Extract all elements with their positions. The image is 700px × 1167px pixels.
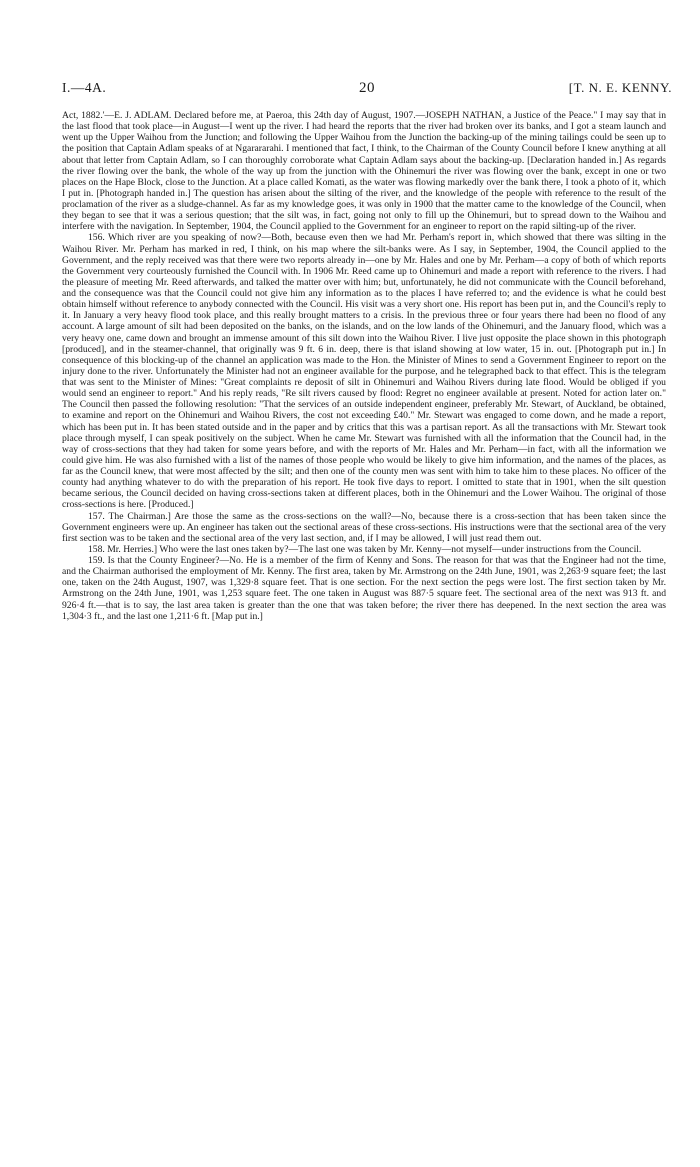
paragraph-158: 158. Mr. Herries.] Who were the last ones taken by?—The last one was taken by Mr. Kenny—not myself—under instructions from the Council. [88,543,642,555]
body-text [62,110,666,622]
paragraph-157: 157. The Chairman.] Are those the same as the cross-sections on the wall?—No, because there is a cross-section that has been taken since the Government engineers were up. An engineer has taken out the sectional areas of these cross-sections. His instructions were that the sectional area of the very first section was to be taken and the sectional area of the very last section, and, if I may be allowed, I will just read them out. [62,510,666,544]
paragraph-156: 156. Which river are you speaking of now?—Both, because even then we had Mr. Perham's report in, which showed that there was silting in the Waihou River. Mr. Perham has marked in red, I think, on his map where the silt-banks were. As I say, in September, 1904, the Council applied to the Government, and the reply received was that there were two reports already in—one by Mr. Hales and one by Mr. Perham—a copy of both of which reports the Government very courteously furnished the Council with. In 1906 Mr. Reed came up to Ohinemuri and made a report with reference to the rivers. I had the pleasure of meeting Mr. Reed afterwards, and talked the matter over with him; but, unfortunately, he did not communicate with the Council beforehand, and the consequence was that the Council could not give him any information as to the places I have referred to; and the evidence is what he could best obtain himself without reference to anybody connected with the Council. His visit was a very short one. His report has been put in, and the Council's reply to it. In January a very heavy flood took place, and this really brought matters to a crisis. In the previous three or four years there had been no flood of any account. A large amount of silt had been deposited on the banks, on the islands, and on the low lands of the Ohinemuri, and the January flood, which was a very heavy one, came down and brought an immense amount of this silt down into the Waihou River. I live just opposite the place shown in this photograph [produced], and in the steamer-channel, that originally was 9 ft. 6 in. deep, there is that island showing at low water, 15 in. out. [Photograph put in.] In consequence of this blocking-up of the channel an application was made to the Hon. the Minister of Mines to send a Government Engineer to report on the injury done to the river. Unfortunately the Minister had not an engineer available for the purpose, and he telegraphed back to that effect. This is the telegram that was sent to the Minister of Mines: "Great complaints re deposit of silt in Ohinemuri and Waihou Rivers during late flood. Would be obliged if you would send an engineer to report." And his reply reads, "Re silt rivers caused by flood: Regret no engineer available at present. Noted for action later on." The Council then passed the following resolution: "That the services of an outside independent engineer, preferably Mr. Stewart, of Auckland, be obtained, to examine and report on the Ohinemuri and Waihou Rivers, the cost not exceeding £40." Mr. Stewart was engaged to come down, and he made a report, which has been put in. It has been stated outside and in the paper and by critics that this was a partisan report. As all the transactions with Mr. Stewart took place through myself, I can speak positively on the subject. When he came Mr. Stewart was furnished with all the information that the Council had, in the way of cross-sections that they had taken for some years before, and with the reports of Mr. Hales and Mr. Perham—in fact, with all the information we could give him. He was also furnished with a list of the names of those people who would be likely to give him information, and the names of the places, as far as the Council knew, that were most affected by the silt; and then one of the county men was sent with him to take him to these places. No officer of the county had anything whatever to do with the preparation of his report. He took five days to report. I omitted to state that in 1901, when the silt question became serious, the Council decided on having cross-sections taken at different places, both in the Ohinemuri and the Lower Waihou. The original of those cross-sections is here. [Produced.] [62,232,666,511]
witness-name: [T. N. E. KENNY. [568,80,672,95]
page-header [62,80,672,96]
page-number: 20 [359,80,375,96]
paragraph-159: 159. Is that the County Engineer?—No. He is a member of the firm of Kenny and Sons. The reason for that was that the Engineer had not the time, and the Chairman authorised the employment of Mr. Kenny. The first area, taken by Mr. Armstrong on the 24th June, 1901, was 2,263·9 square feet; the last one, taken on the 24th August, 1907, was 1,329·8 square feet. That is one section. For the next section the pegs were lost. The first section taken by Mr. Armstrong on the 24th June, 1901, was 1,253 square feet. The one taken in August was 887·5 square feet. The sectional area of the next was 913 ft. and 926·4 ft.—that is to say, the last area taken is greater than the one that was taken before; the river there has deepened. In the next section the area was 1,304·3 ft., and the last one 1,211·6 ft. [Map put in.] [62,555,666,622]
paragraph-continuation: Act, 1882.'—E. J. ADLAM. Declared before me, at Paeroa, this 24th day of August, 1907.—JOSEPH NATHAN, a Justice of the Peace." I may say that in the last flood that took place—in August—I went up the river. I had heard the reports that the river had broken over its banks, and I got a steam launch and went up the Upper Waihou from the Junction; and following the Upper Waihou from the Junction the backing-up of the mining tailings could be seen up to the position that Captain Adlam speaks of at Ngarararahi. I mentioned that fact, I think, to the Chairman of the County Council before I knew anything at all about that letter from Captain Adlam, so I can thoroughly corroborate what Captain Adlam says about the backing-up. [Declaration handed in.] As regards the river flowing over the bank, the whole of the way up from the junction with the Ohinemuri the river was flowing over the bank, except in one or two places on the Hape Block, close to the Junction. At a place called Komati, as the water was flowing markedly over the bank there, I took a photo of it, which I put in. [Photograph handed in.] The question has arisen about the silting of the river, and the knowledge of the people with reference to the result of the proclamation of the river as a sludge-channel. As far as my knowledge goes, it was only in 1900 that the matter came to the knowledge of the Council, when they began to see that it was a serious question; that the silt was, in fact, going not only to fill up the Ohinemuri, but to spread down to the Waihou and interfere with the navigation. In September, 1904, the Council applied to the Government for an engineer to report on the rapid silting-up of the river. [62,110,666,233]
parliamentary-paper-reference: I.—4A. [62,80,107,95]
